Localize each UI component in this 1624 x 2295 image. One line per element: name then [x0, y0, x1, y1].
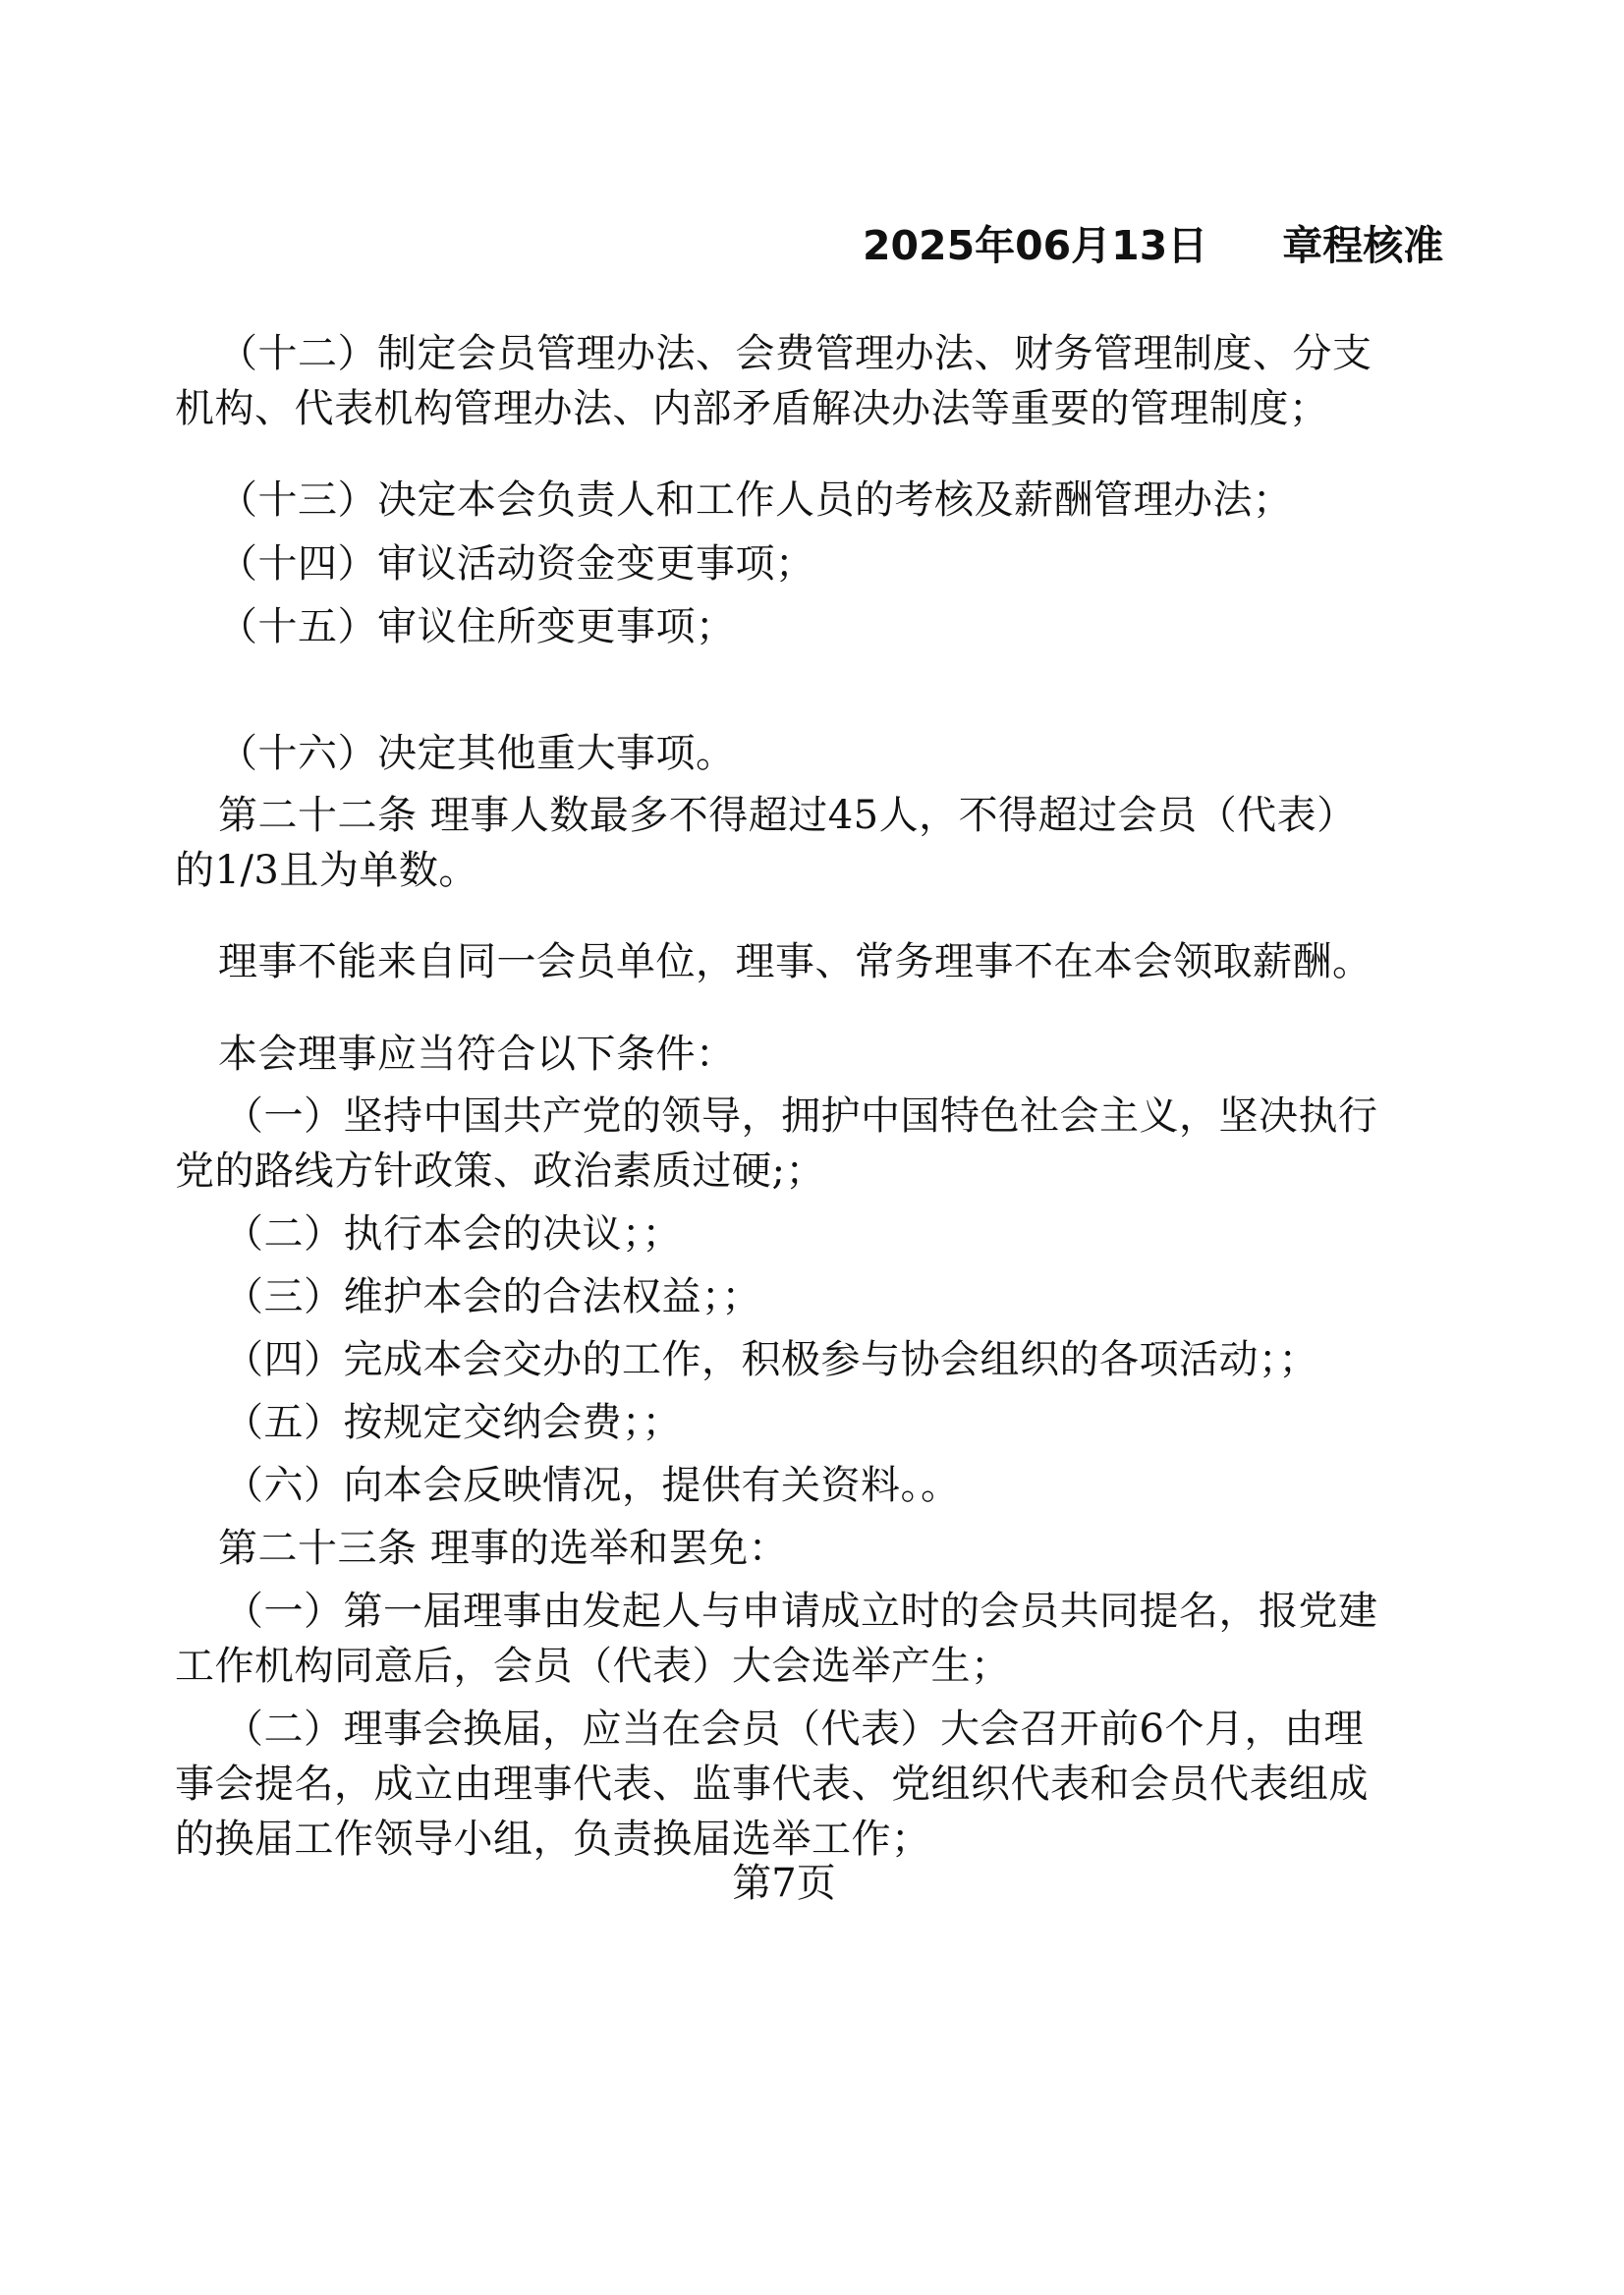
clause-15: （十五）审议住所变更事项； — [218, 604, 736, 649]
election-1-line-2: 工作机构同意后，会员（代表）大会选举产生； — [175, 1644, 1011, 1689]
condition-1-line-2: 党的路线方针政策、政治素质过硬;； — [175, 1148, 825, 1194]
approval-stamp: 章程核准 — [1282, 222, 1444, 269]
condition-1-line-1: （一）坚持中国共产党的领导，拥护中国特色社会主义，坚决执行 — [224, 1093, 1378, 1139]
clause-12-line-2: 机构、代表机构管理办法、内部矛盾解决办法等重要的管理制度； — [175, 386, 1329, 431]
election-2-line-3: 的换届工作领导小组，负责换届选举工作； — [175, 1817, 931, 1862]
article-22-line-1: 第二十二条 理事人数最多不得超过45人，不得超过会员（代表） — [218, 793, 1357, 838]
condition-6: （六）向本会反映情况，提供有关资料。。 — [224, 1463, 961, 1508]
election-1-line-1: （一）第一届理事由发起人与申请成立时的会员共同提名，报党建 — [224, 1589, 1378, 1634]
page-number: 第7页 — [732, 1861, 836, 1906]
article-22-line-2: 的1/3且为单数。 — [175, 848, 478, 893]
clause-16: （十六）决定其他重大事项。 — [218, 731, 736, 776]
clause-13: （十三）决定本会负责人和工作人员的考核及薪酬管理办法； — [218, 477, 1293, 523]
condition-5: （五）按规定交纳会费；； — [224, 1400, 682, 1445]
director-conditions-intro: 本会理事应当符合以下条件： — [218, 1032, 736, 1077]
condition-3: （三）维护本会的合法权益；； — [224, 1274, 761, 1319]
election-2-line-2: 事会提名，成立由理事代表、监事代表、党组织代表和会员代表组成 — [175, 1762, 1369, 1807]
condition-2: （二）执行本会的决议；； — [224, 1211, 682, 1257]
clause-14: （十四）审议活动资金变更事项； — [218, 541, 815, 587]
approval-date: 2025年06月13日 — [863, 222, 1208, 269]
clause-12-line-1: （十二）制定会员管理办法、会费管理办法、财务管理制度、分支 — [218, 331, 1372, 376]
election-2-line-1: （二）理事会换届，应当在会员（代表）大会召开前6个月，由理 — [224, 1707, 1364, 1752]
approval-header — [863, 218, 1443, 273]
article-23-title: 第二十三条 理事的选举和罢免： — [218, 1526, 789, 1571]
director-paragraph: 理事不能来自同一会员单位，理事、常务理事不在本会领取薪酬。 — [218, 939, 1372, 984]
condition-4: （四）完成本会交办的工作，积极参与协会组织的各项活动；； — [224, 1337, 1318, 1382]
